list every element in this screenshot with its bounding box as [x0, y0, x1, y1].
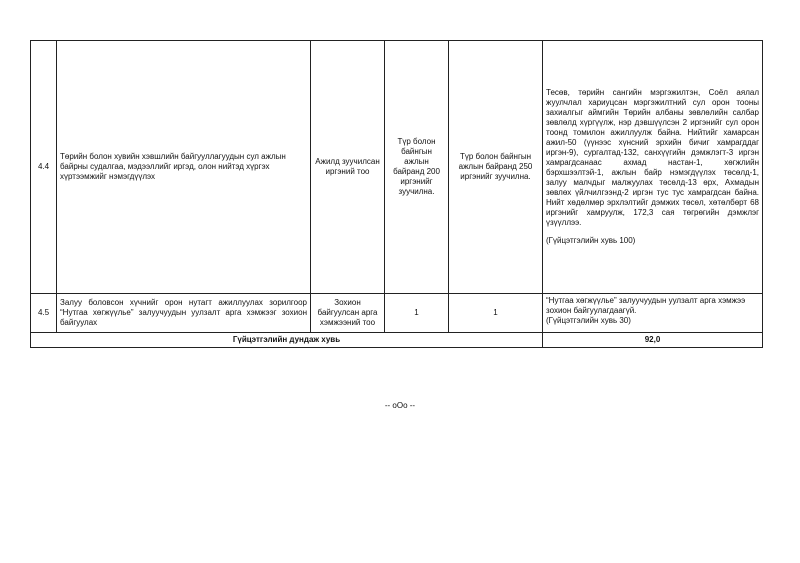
row-number: 4.5 [31, 294, 57, 333]
average-value: 92,0 [543, 333, 763, 348]
baseline-cell: Түр болон байнгын ажлын байранд 200 иргэнийг зуучилна. [385, 41, 449, 294]
activity-description: Төрийн болон хувийн хэвшлийн байгууллагуудын сул ажлын байрны судалгаа, мэдээллийг иргэд, олон нийтэд хүргэх хүртээмжийг нэмэгдүүлэх [57, 41, 311, 294]
end-mark: -- оОо -- [384, 401, 416, 410]
score-note: (Гүйцэтгэлийн хувь 100) [546, 236, 636, 245]
performance-table [30, 40, 763, 348]
table-row [31, 41, 763, 294]
target-cell: 1 [449, 294, 543, 333]
result-text: “Нутгаа хөгжүүлье” залуучуудын уулзалт арга хэмжээ зохион байгуулагдаагүй. [546, 296, 746, 315]
average-row [31, 333, 763, 348]
indicator-cell: Ажилд зуучилсан иргэний тоо [311, 41, 385, 294]
result-text: Тесөв, төрийн сангийн мэргэжилтэн, Соёл аялал жуулчлал хариуцсан мэргэжилтний сул орон тооны захиалгыг аймгийн Төрийн албаны зөвлөлийн салбар зөвлөлд хүргүүлж, нэр дэвшүүлсэн 2 иргэнийг сул орон тоонд томилон ажиллуулж байна. Нийтийг хамарсан ажил-50 (үүнээс хүнсний эрхийн бичиг хамрагддаг иргэн-9), сургалтад-132, санхүүгийн дэмжлэгт-3 иргэн хамрагдсанаас ахмад настан-1, хөгжлийн бэрхшээлтэй-1, ажлын байр нэмэгдүүлэх төсөлд-1, залуу малчдыг малжуулах төсөлд-13 өрх, Ахмадын зөвлөх үйлчилгээнд-2 иргэн тус тус хамрагдсан байна. Нийт хөдөлмөр эрхлэлтийг дэмжих төсөл, хөтөлбөрт 68 иргэнийг хамруулж, 172,3 сая төгрөгийн дэмжлэг үзүүллээ. [546, 88, 759, 227]
result-cell [543, 294, 763, 333]
row-number: 4.4 [31, 41, 57, 294]
average-label: Гүйцэтгэлийн дундаж хувь [31, 333, 543, 348]
table-row [31, 294, 763, 333]
indicator-cell: Зохион байгуулсан арга хэмжээний тоо [311, 294, 385, 333]
baseline-cell: 1 [385, 294, 449, 333]
score-note: (Гүйцэтгэлийн хувь 30) [546, 316, 631, 325]
result-cell [543, 41, 763, 294]
target-cell: Түр болон байнгын ажлын байранд 250 иргэнийг зуучилна. [449, 41, 543, 294]
activity-description: Залуу боловсон хүчнийг орон нутагт ажиллуулах зорилгоор “Нутгаа хөгжүүлье” залуучуудын уулзалт арга хэмжээг зохион байгуулах [57, 294, 311, 333]
